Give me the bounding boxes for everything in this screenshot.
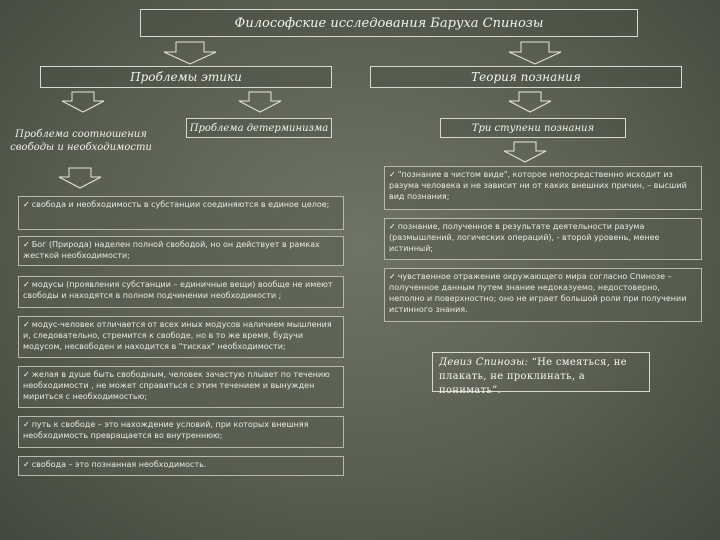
ethics-item-text: свобода и необходимость в субстанции соединяются в единое целое; [31, 200, 330, 209]
ethics-item [18, 456, 344, 476]
check-icon: ✓ [23, 320, 30, 329]
branch-knowledge [370, 66, 682, 88]
ethics-item-text: модус-человек отличается от всех иных модусов наличием мышления и, следовательно, стремится к свободе, но в то же время, будучи модусом, несвободен и находится в "тисках" необходимости; [23, 320, 332, 351]
arrow-to-ethics [160, 40, 220, 66]
ethics-item-text: Бог (Природа) наделен полной свободой, но он действует в рамках жесткой необходимости; [23, 240, 320, 260]
check-icon: ✓ [23, 280, 30, 289]
knowledge-item [384, 166, 702, 210]
check-icon: ✓ [23, 370, 30, 379]
check-icon: ✓ [389, 170, 396, 179]
arrow-to-knowledge [505, 40, 565, 66]
subtopic-three-levels-label: Три ступени познания [471, 122, 595, 134]
arrow-to-knowledge-items [500, 140, 550, 164]
knowledge-item [384, 268, 702, 322]
subtopic-determinism-label: Проблема детерминизма [189, 122, 329, 134]
ethics-item-text: желая в душе быть свободным, человек зачастую плывет по течению необходимости , не может справиться с этим течением и вынужден мириться с необходимостью; [23, 370, 330, 401]
subtopic-three-levels [440, 118, 626, 138]
arrow-to-freedom [58, 90, 108, 114]
ethics-item [18, 366, 344, 408]
check-icon: ✓ [23, 200, 30, 209]
ethics-item [18, 316, 344, 358]
ethics-item [18, 276, 344, 308]
ethics-item [18, 196, 344, 230]
subtopic-freedom-necessity-label: Проблема соотношения свободы и необходимости [10, 129, 152, 153]
arrow-to-three-levels [505, 90, 555, 114]
motto-text: “Не смеяться, не плакать, не проклинать, а понимать”. [439, 357, 627, 396]
check-icon: ✓ [23, 240, 30, 249]
check-icon: ✓ [389, 222, 396, 231]
page-title-text: Философские исследования Баруха Спинозы [234, 15, 544, 31]
subtopic-freedom-necessity [6, 118, 156, 164]
ethics-item [18, 416, 344, 448]
arrow-to-ethics-items [55, 166, 105, 190]
branch-knowledge-label: Теория познания [471, 70, 581, 84]
check-icon: ✓ [23, 420, 30, 429]
ethics-item [18, 236, 344, 266]
ethics-item-text: путь к свободе – это нахождение условий, при которых внешняя необходимость превращается во внутреннюю; [23, 420, 309, 440]
knowledge-item [384, 218, 702, 260]
spinoza-motto [432, 352, 650, 396]
ethics-item-text: модусы (проявления субстанции – единичные вещи) вообще не имеют свободы и находятся в полном подчинении необходимости ; [23, 280, 333, 300]
arrow-to-determinism [235, 90, 285, 114]
check-icon: ✓ [23, 460, 30, 469]
knowledge-item-text: "познание в чистом виде", которое непосредственно исходит из разума человека и не зависит ни от каких внешних причин, – высший вид познания; [389, 170, 687, 201]
branch-ethics-label: Проблемы этики [130, 70, 242, 84]
ethics-item-text: свобода – это познанная необходимость. [31, 460, 207, 469]
motto-label: Девиз Спинозы: [439, 357, 529, 368]
knowledge-item-text: чувственное отражение окружающего мира согласно Спинозе – полученное данным путем знание недоказуемо, недостоверно, неполно и поверхностно; оно не играет большой роли при получении истинного знания. [389, 272, 687, 314]
page-title [140, 9, 638, 37]
branch-ethics [40, 66, 332, 88]
knowledge-item-text: познание, полученное в результате деятельности разума (размышлений, логических операций), - второй уровень, менее истинный; [389, 222, 660, 253]
check-icon: ✓ [389, 272, 396, 281]
subtopic-determinism [186, 118, 332, 138]
